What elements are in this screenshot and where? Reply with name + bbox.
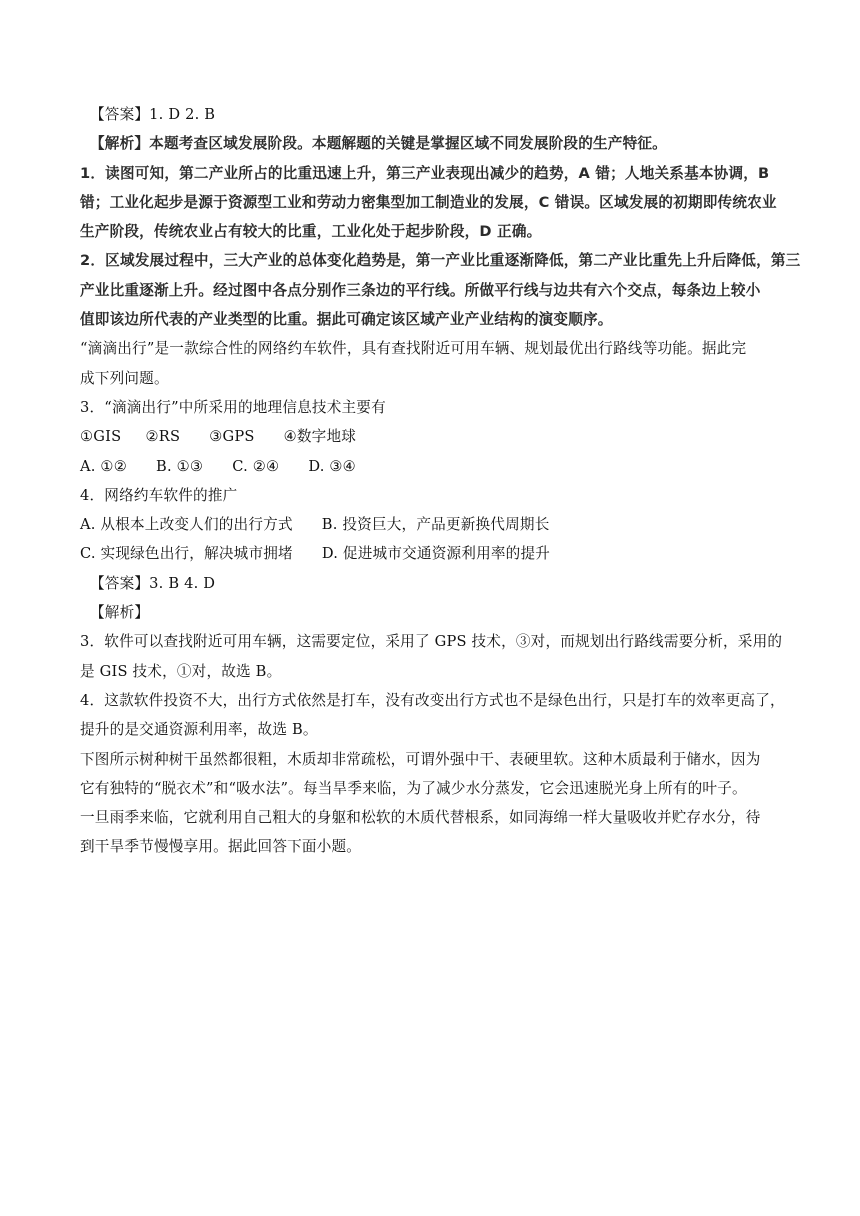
question-3-items: ①GIS ②RS ③GPS ④数字地球 [80, 428, 357, 446]
analysis-4-line-1: 4．这款软件投资不大，出行方式依然是打车，没有改变出行方式也不是绿色出行，只是打车的效率更高了， [80, 691, 785, 709]
analysis-1-line-3: 生产阶段，传统农业占有较大的比重，工业化处于起步阶段，D 正确。 [80, 223, 542, 241]
answer-line-1: 【答案】1. D 2. B [90, 106, 216, 123]
tree-intro-line-2: 它有独特的“脱衣术”和“吸水法”。每当旱季来临，为了减少水分蒸发，它会迅速脱光身上所有的叶子。 [80, 779, 747, 797]
analysis-3-line-2: 是 GIS 技术，①对，故选 B。 [80, 662, 282, 680]
question-4: 4．网络约车软件的推广 [80, 486, 238, 504]
analysis-3-line-1: 3．软件可以查找附近可用车辆，这需要定位，采用了 GPS 技术，③对，而规划出行路线需要分析，采用的 [80, 633, 783, 651]
question-4-options-ab: A. 从根本上改变人们的出行方式 B. 投资巨大，产品更新换代周期长 [80, 516, 550, 534]
tree-intro-line-4: 到干旱季节慢慢享用。据此回答下面小题。 [80, 838, 362, 856]
tree-intro-line-3: 一旦雨季来临，它就利用自己粗大的身躯和松软的木质代替根系，如同海绵一样大量吸收并贮存水分，待 [80, 809, 761, 827]
answer-line-2: 【答案】3. B 4. D [90, 574, 216, 592]
question-4-options-cd: C. 实现绿色出行，解决城市拥堵 D. 促进城市交通资源利用率的提升 [80, 545, 551, 563]
analysis-intro: 【解析】本题考查区域发展阶段。本题解题的关键是掌握区域不同发展阶段的生产特征。 [90, 135, 667, 153]
analysis-2-line-3: 值即该边所代表的产业类型的比重。据此可确定该区域产业产业结构的演变顺序。 [80, 311, 613, 329]
analysis-1-line-2: 错；工业化起步是源于资源型工业和劳动力密集型加工制造业的发展，C 错误。区域发展的初期即传统农业 [80, 193, 777, 211]
didi-intro-line-1: “滴滴出行”是一款综合性的网络约车软件，具有查找附近可用车辆、规划最优出行路线等功能。据此完 [80, 340, 747, 358]
analysis-2-line-1: 2．区域发展过程中，三大产业的总体变化趋势是，第一产业比重逐渐降低，第二产业比重先上升后降低，第三 [80, 252, 801, 270]
question-3: 3．“滴滴出行”中所采用的地理信息技术主要有 [80, 398, 386, 416]
analysis-4-line-2: 提升的是交通资源利用率，故选 B。 [80, 721, 318, 739]
tree-intro-line-1: 下图所示树种树干虽然都很粗，木质却非常疏松，可谓外强中干、表硬里软。这种木质最利于储水，因为 [80, 750, 761, 768]
analysis-2-line-2: 产业比重逐渐上升。经过图中各点分别作三条边的平行线。所做平行线与边共有六个交点，每条边上较小 [80, 281, 761, 299]
analysis-1-line-1: 1．读图可知，第二产业所占的比重迅速上升，第三产业表现出减少的趋势，A 错；人地关系基本协调，B [80, 164, 770, 182]
question-3-options: A. ①② B. ①③ C. ②④ D. ③④ [80, 457, 356, 475]
didi-intro-line-2: 成下列问题。 [80, 369, 169, 387]
analysis-heading: 【解析】 [90, 604, 150, 622]
